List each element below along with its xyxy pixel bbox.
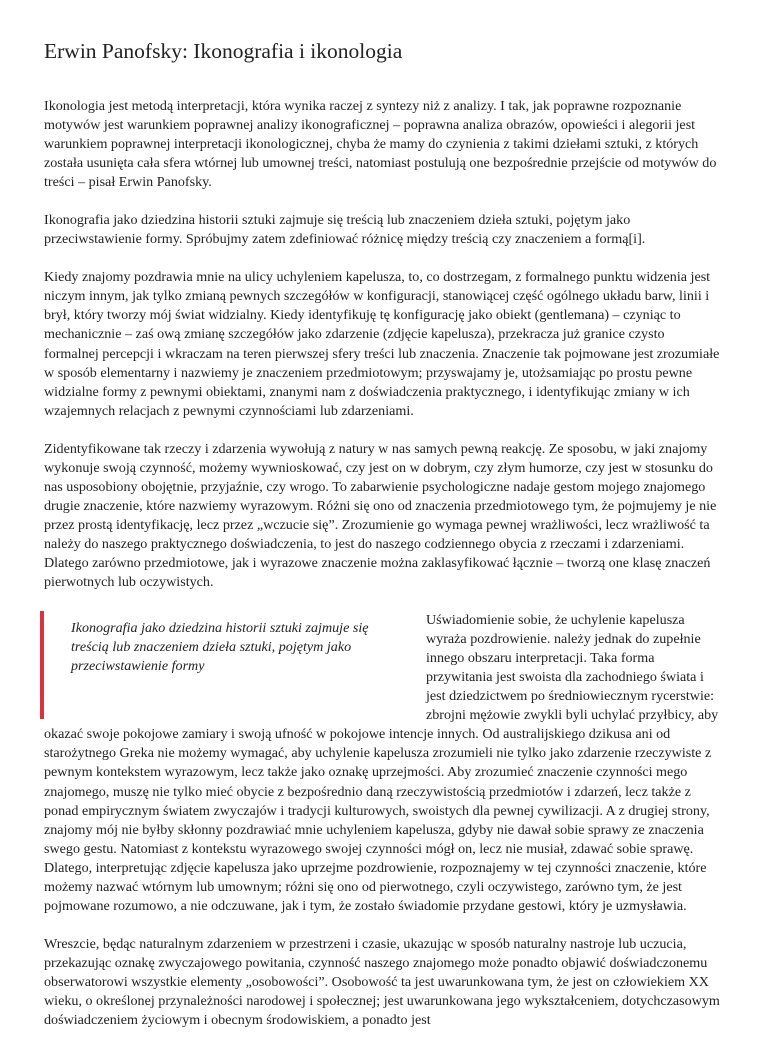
pullquote-section xyxy=(44,611,720,916)
paragraph-3: Kiedy znajomy pozdrawia mnie na ulicy uchyleniem kapelusza, to, co dostrzegam, z formalnego punktu widzenia jest niczym innym, jak tylko zmianą pewnych szczegółów w konfiguracji, stanowiącej część ogólnego układu barw, linii i brył, który tworzy mój świat widzialny. Kiedy identyfikuję tę konfigurację jako obiekt (gentlemana) – czyniąc to mechanicznie – zaś ową zmianę szczegółów jako zdarzenie (zdjęcie kapelusza), przekracza już granice czysto formalnej percepcji i wkraczam na teren pierwszej sfery treści lub znaczenia. Znaczenie tak pojmowane jest zrozumiałe w sposób elementarny i nazwiemy je znaczeniem przedmiotowym; przyswajamy je, utożsamiając po prostu pewne widzialne formy z pewnymi obiektami, znanymi nam z doświadczenia praktycznego, i identyfikując zmiany w ich wzajemnych relacjach z pewnymi czynnościami lub zdarzeniami. xyxy=(44,269,720,419)
paragraph-6: Wreszcie, będąc naturalnym zdarzeniem w przestrzeni i czasie, ukazując w sposób naturalny nastroje lub uczucia, przekazując oznakę zwyczajowego powitania, czynność naszego znajomego może ponadto objawić doświadczonemu obserwatorowi wszystkie elementy „osobowości”. Osobowość ta jest uwarunkowana tym, że jest on człowiekiem XX wieku, o określonej przynależności narodowej i społecznej; jest uwarunkowana jego wykształceniem, dotychczasowym doświadczeniem życiowym i obecnym środowiskiem, a ponadto jest xyxy=(44,935,720,1029)
pullquote-text: Ikonografia jako dziedzina historii sztuki zajmuje się treścią lub znaczeniem dzieła sztuki, pojętym jako przeciwstawienie formy xyxy=(71,620,369,675)
pullquote xyxy=(40,611,412,719)
paragraph-5: Uświadomienie sobie, że uchylenie kapelusza wyraża pozdrowienie. należy jednak do zupełnie innego obszaru interpretacji. Taka forma przywitania jest swoista dla zachodniego świata i jest dziedzictwem po średniowiecznym rycerstwie: zbrojni mężowie zwykli byli uchylać przyłbicy, aby okazać swoje pokojowe zamiary i swoją ufność w pokojowe intencje innych. Od australijskiego dzikusa ani od starożytnego Greka nie możemy wymagać, aby uchylenie kapelusza zrozumieli nie tylko jako zdarzenie rzeczywiste z pewnym kontekstem wyrazowym, lecz także jako oznakę uprzejmości. Aby zrozumieć znaczenie czynności mego znajomego, muszę nie tylko mieć obycie z bezpośrednio daną rzeczywistością przedmiotów i zdarzeń, lecz także z ponad empirycznym światem zwyczajów i tradycji kulturowych, swoistych dla pewnej cywilizacji. A z drugiej strony, znajomy mój nie byłby skłonny pozdrawiać mnie uchyleniem kapelusza, gdyby nie dawał sobie sprawy ze znaczenia swego gestu. Natomiast z kontekstu wyrazowego swojej czynności mógł on, lecz nie musiał, zdawać sobie sprawę. Dlatego, interpretując zdjęcie kapelusza jako uprzejme pozdrowienie, rozpoznajemy w tej czynności znaczenie, które możemy nazwać wtórnym lub umownym; różni się ono od pierwotnego, czyli oczywistego, zarówno tym, że jest pojmowane rozumowo, a nie odczuwane, jak i tym, że zostało świadomie przydane gestowi, który je uzmysławia. xyxy=(44,612,719,914)
paragraph-2: Ikonografia jako dziedzina historii sztuki zajmuje się treścią lub znaczeniem dzieła sztuki, pojętym jako przeciwstawienie formy. Spróbujmy zatem zdefiniować różnicę między treścią czy znaczeniem a formą[i]. xyxy=(44,212,646,248)
article xyxy=(44,36,720,1049)
article-title: Erwin Panofsky: Ikonografia i ikonologia xyxy=(44,39,403,63)
paragraph-4: Zidentyfikowane tak rzeczy i zdarzenia wywołują z natury w nas samych pewną reakcję. Ze sposobu, w jaki znajomy wykonuje swoją czynność, możemy wywnioskować, czy jest on w dobrym, czy złym humorze, czy jest w stosunku do nas usposobiony obojętnie, przyjaźnie, czy wrogo. To zabarwienie psychologiczne nadaje gestom mojego znajomego drugie znaczenie, które nazwiemy wyrazowym. Różni się ono od znaczenia przedmiotowego tym, że pojmujemy je nie przez prostą identyfikację, lecz przez „wczucie się”. Zrozumienie go wymaga pewnej wrażliwości, lecz wrażliwość ta należy do naszego praktycznego doświadczenia, to jest do naszego codziennego obycia z rzeczami i zdarzeniami. Dlatego zarówno przedmiotowe, jak i wyrazowe znaczenie można zaklasyfikować łącznie – tworzą one klasę znaczeń pierwotnych lub oczywistych. xyxy=(44,440,717,591)
paragraph-1: Ikonologia jest metodą interpretacji, która wynika raczej z syntezy niż z analizy. I tak, jak poprawne rozpoznanie motywów jest warunkiem poprawnej analizy ikonograficznej – poprawna analiza obrazów, opowieści i alegorii jest warunkiem poprawnej interpretacji ikonologicznej, chyba że mamy do czynienia z takimi dziełami sztuki, z których została usunięta cała sfera wtórnej lub umownej treści, natomiast postulują one bezpośrednie przejście od motywów do treści – pisał Erwin Panofsky. xyxy=(44,98,717,191)
